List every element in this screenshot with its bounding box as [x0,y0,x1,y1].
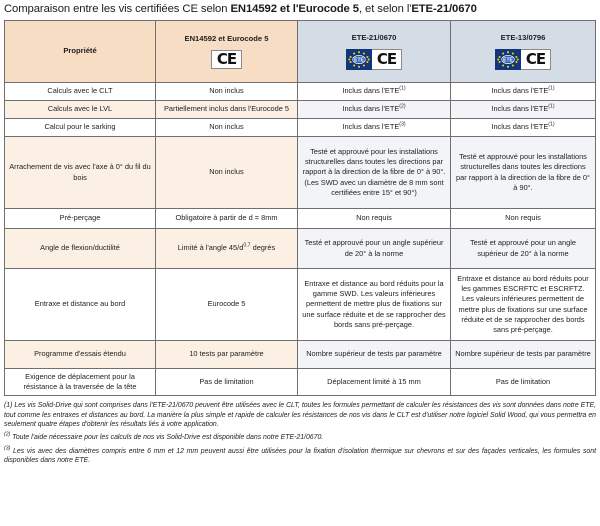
cell-ete21: Testé et approuvé pour les installations structurelles dans toutes les directions par rapport à la direction de la fibre de 0° à 90°. (Les SWD avec un diamètre de 8 mm sont certifiées entre 15° et 90°) [298,137,451,209]
header-en14592 [156,21,298,83]
footnote-1-text: Les vis Solid-Drive qui sont comprises dans l'ETE-21/0670 peuvent être utilisées avec le CLT, toutes les formules permettant de calculer les résistances des vis sont données dans notre ETE, tout comme les entraxes et distances au bord. La manière la plus simple et rapide de calculer les résistances de nos vis dans le CLT est d'utiliser notre logiciel Solid Wood, qui vous permettra en seulement quatre étapes d'obtenir les résultats liés à votre application. [4,402,596,428]
ce-mark-text: CE [525,49,546,68]
table-row [5,83,596,101]
footnote-3-text: Les vis avec des diamètres compris entre 6 mm et 12 mm peuvent aussi être utilisées pour la fixation d'isolation thermique sur chevrons et sur des façades verticales, les formules sont disponibles dans notre ETE. [4,447,597,464]
page-title [0,0,600,20]
table-row [5,101,596,119]
cell-property: Arrachement de vis avec l'axe à 0° du fil du bois [5,137,156,209]
cell-property: Calculs avec le LVL [5,101,156,119]
ete-logo-icon [495,49,521,70]
footnote-3-marker: (3) [4,445,11,452]
footnote-ref: (1) [548,121,555,128]
svg-text:ETE: ETE [353,56,364,63]
cell-en14592: Non inclus [156,83,298,101]
header-property [5,21,156,83]
cell-ete21 [298,83,451,101]
footnote-ref: (1) [548,103,555,110]
cell-ete13: Testé et approuvé pour les installations structurelles dans toutes les directions par rapport à la direction de la fibre de 0° à 90°. [451,137,596,209]
footnote-1-marker: (1) [4,402,13,410]
cell-ete13 [451,119,596,137]
title-bold-2: ETE-21/0670 [411,3,477,15]
cell-text: Inclus dans l'ETE [491,104,549,114]
ce-mark-icon [211,50,242,69]
ete-logo-icon [346,49,372,70]
footnote-ref: (1) [399,85,406,92]
table-header-row [5,21,596,83]
cell-property: Exigence de déplacement pour la résistance à la traversée de la tête [5,369,156,396]
ete-ce-badge-group [495,49,551,70]
cell-ete13: Entraxe et distance au bord réduits pour les gammes ESCRFTC et ESCRFTZ. Les valeurs inférieures permettent de mettre plus de fixations sur une surface réduite et de se rapprocher des bords sans pré-perçage. [451,269,596,341]
ce-mark-text: CE [216,49,237,68]
cell-en14592 [156,229,298,269]
title-part-1: Comparaison entre les vis certifiées CE selon [4,3,231,15]
header-ete-13-0796-label: ETE-13/0796 [500,33,546,43]
header-en14592-label: EN14592 et Eurocode 5 [184,34,269,44]
cell-en14592: Pas de limitation [156,369,298,396]
cell-property: Programme d'essais étendu [5,341,156,369]
cell-property: Calculs avec le CLT [5,83,156,101]
cell-ete21: Testé et approuvé pour un angle supérieur de 20° à la norme [298,229,451,269]
table-row [5,229,596,269]
cell-ete13: Non requis [451,209,596,229]
cell-property: Entraxe et distance au bord [5,269,156,341]
cell-en14592: 10 tests par paramètre [156,341,298,369]
cell-property: Pré-perçage [5,209,156,229]
header-ete-21-0670-label: ETE-21/0670 [351,33,397,43]
cell-ete13 [451,83,596,101]
footnotes [4,401,596,465]
title-part-2: , et selon l' [358,3,412,15]
cell-en14592: Eurocode 5 [156,269,298,341]
cell-ete21 [298,119,451,137]
cell-ete21: Déplacement limité à 15 mm [298,369,451,396]
cell-en14592: Obligatoire à partir de d = 8mm [156,209,298,229]
footnote-ref: (1) [548,85,555,92]
cell-text: Inclus dans l'ETE [342,122,400,132]
title-bold-1: EN14592 et l'Eurocode 5 [230,3,359,15]
exponent: 0.7 [243,242,251,249]
cell-property: Calcul pour le sarking [5,119,156,137]
cell-ete13: Nombre supérieur de tests par paramètre [451,341,596,369]
cell-text-tail: degrés [250,243,276,253]
cell-text: Inclus dans l'ETE [342,104,400,114]
footnote-1 [4,401,596,429]
cell-text: Inclus dans l'ETE [342,86,400,96]
svg-text:ETE: ETE [502,56,513,63]
cell-en14592: Non inclus [156,137,298,209]
footnote-2-text: Toute l'aide nécessaire pour les calculs de nos vis Solid-Drive est disponible dans notre ETE-21/0670. [12,434,324,442]
header-property-label: Propriété [63,46,97,56]
footnote-ref: (3) [399,121,406,128]
cell-property: Angle de flexion/ductilité [5,229,156,269]
ete-ce-badge-group [346,49,402,70]
cell-ete21: Non requis [298,209,451,229]
cell-en14592: Non inclus [156,119,298,137]
footnote-2 [4,433,596,442]
cell-ete13: Testé et approuvé pour un angle supérieur de 20° à la norme [451,229,596,269]
cell-en14592: Partiellement inclus dans l'Eurocode 5 [156,101,298,119]
cell-ete21 [298,101,451,119]
cell-ete21: Nombre supérieur de tests par paramètre [298,341,451,369]
cell-text: Inclus dans l'ETE [491,122,549,132]
ce-mark-icon [521,49,551,70]
cell-ete13 [451,101,596,119]
comparison-table [4,20,596,396]
footnote-ref: (2) [399,103,406,110]
cell-ete21: Entraxe et distance au bord réduits pour la gamme SWD. Les valeurs inférieures permettent de mettre plus de fixations sur une surface réduite et de se rapprocher des bords sans pré-perçage. [298,269,451,341]
footnote-2-marker: (2) [4,432,11,438]
table-row [5,137,596,209]
cell-ete13: Pas de limitation [451,369,596,396]
cell-text: Limité à l'angle 45/d [177,243,244,253]
footnote-3 [4,447,596,466]
header-ete-21-0670 [298,21,451,83]
ce-mark-icon [372,49,402,70]
table-row [5,119,596,137]
header-ete-13-0796 [451,21,596,83]
table-row [5,369,596,396]
table-row [5,209,596,229]
table-row [5,269,596,341]
cell-text: Inclus dans l'ETE [491,86,549,96]
table-row [5,341,596,369]
ce-mark-text: CE [376,49,397,68]
